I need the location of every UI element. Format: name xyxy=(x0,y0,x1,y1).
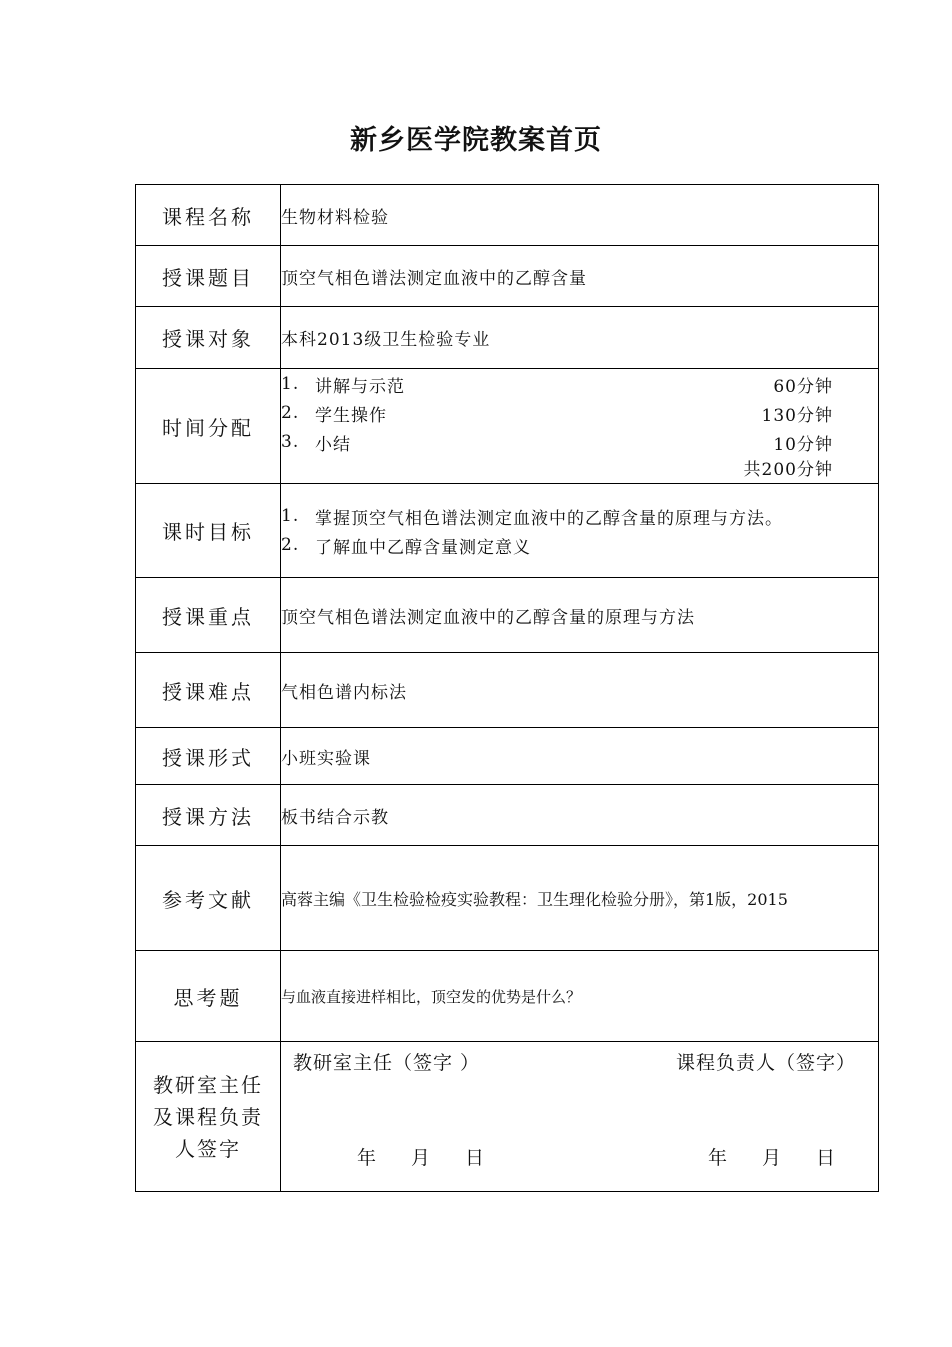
format-value: 小班实验课 xyxy=(281,728,879,785)
date-day: 日 xyxy=(815,1147,836,1169)
course-name-value: 生物材料检验 xyxy=(281,185,879,246)
questions-value: 与血液直接进样相比，顶空发的优势是什么？ xyxy=(281,951,879,1042)
time-item-duration: 10分钟 xyxy=(773,434,833,455)
row-questions xyxy=(136,951,879,1042)
time-item xyxy=(281,399,878,428)
key-points-label: 授课重点 xyxy=(136,578,281,653)
topic-label: 授课题目 xyxy=(136,246,281,307)
goal-item xyxy=(281,502,878,531)
format-label: 授课形式 xyxy=(136,728,281,785)
lesson-plan-table xyxy=(135,184,879,1192)
time-item-num: 3. xyxy=(281,432,300,452)
date-month: 月 xyxy=(761,1147,782,1169)
date-month: 月 xyxy=(411,1147,432,1169)
references-label: 参考文献 xyxy=(136,846,281,951)
signature-area xyxy=(281,1042,879,1192)
time-value xyxy=(281,369,879,484)
time-total: 共200分钟 xyxy=(743,459,833,480)
row-goals xyxy=(136,484,879,578)
signature-dates xyxy=(291,1143,878,1176)
method-value: 板书结合示教 xyxy=(281,785,879,846)
difficulties-value: 气相色谱内标法 xyxy=(281,653,879,728)
time-item-num: 2. xyxy=(281,403,300,423)
row-references xyxy=(136,846,879,951)
row-time xyxy=(136,369,879,484)
key-points-value: 顶空气相色谱法测定血液中的乙醇含量的原理与方法 xyxy=(281,578,879,653)
goal-item-text: 了解血中乙醇含量测定意义 xyxy=(315,537,531,558)
row-key-points xyxy=(136,578,879,653)
audience-label: 授课对象 xyxy=(136,307,281,369)
goal-item-text: 掌握顶空气相色谱法测定血液中的乙醇含量的原理与方法。 xyxy=(315,508,783,529)
time-label: 时间分配 xyxy=(136,369,281,484)
page-title: 新乡医学院教案首页 xyxy=(350,125,602,156)
course-lead-signature-date[interactable] xyxy=(708,1143,836,1170)
row-audience xyxy=(136,307,879,369)
audience-value: 本科2013级卫生检验专业 xyxy=(281,307,879,369)
director-signature-date[interactable] xyxy=(357,1143,485,1170)
goal-item-num: 2. xyxy=(281,535,300,555)
date-year: 年 xyxy=(707,1147,728,1169)
signature-label-line: 人签字 xyxy=(175,1136,241,1161)
time-item-num: 1. xyxy=(281,374,300,394)
row-method xyxy=(136,785,879,846)
signature-label-line: 教研室主任 xyxy=(153,1072,263,1097)
director-signature-title: 教研室主任（签字 ） xyxy=(293,1052,481,1074)
time-item-text: 讲解与示范 xyxy=(315,376,405,397)
difficulties-label: 授课难点 xyxy=(136,653,281,728)
course-lead-signature-title: 课程负责人（签字） xyxy=(675,1052,856,1074)
goals-label: 课时目标 xyxy=(136,484,281,578)
date-year: 年 xyxy=(357,1147,378,1169)
row-signature xyxy=(136,1042,879,1192)
time-item-text: 学生操作 xyxy=(315,405,387,426)
signature-label xyxy=(136,1042,281,1192)
row-course-name xyxy=(136,185,879,246)
time-item xyxy=(281,428,878,457)
signature-titles xyxy=(291,1042,878,1075)
goals-value xyxy=(281,484,879,578)
row-format xyxy=(136,728,879,785)
row-difficulties xyxy=(136,653,879,728)
topic-value: 顶空气相色谱法测定血液中的乙醇含量 xyxy=(281,246,879,307)
method-label: 授课方法 xyxy=(136,785,281,846)
row-topic xyxy=(136,246,879,307)
time-item-duration: 60分钟 xyxy=(773,376,833,397)
questions-label: 思考题 xyxy=(136,951,281,1042)
goal-item-num: 1. xyxy=(281,506,300,526)
references-value: 高蓉主编《卫生检验检疫实验教程：卫生理化检验分册》，第1版，2015 xyxy=(281,846,879,951)
signature-label-line: 及课程负责 xyxy=(153,1104,263,1129)
course-name-label: 课程名称 xyxy=(136,185,281,246)
time-item-text: 小结 xyxy=(315,434,351,455)
time-item-duration: 130分钟 xyxy=(761,405,833,426)
date-day: 日 xyxy=(465,1147,486,1169)
goal-item xyxy=(281,531,878,560)
time-item xyxy=(281,370,878,399)
